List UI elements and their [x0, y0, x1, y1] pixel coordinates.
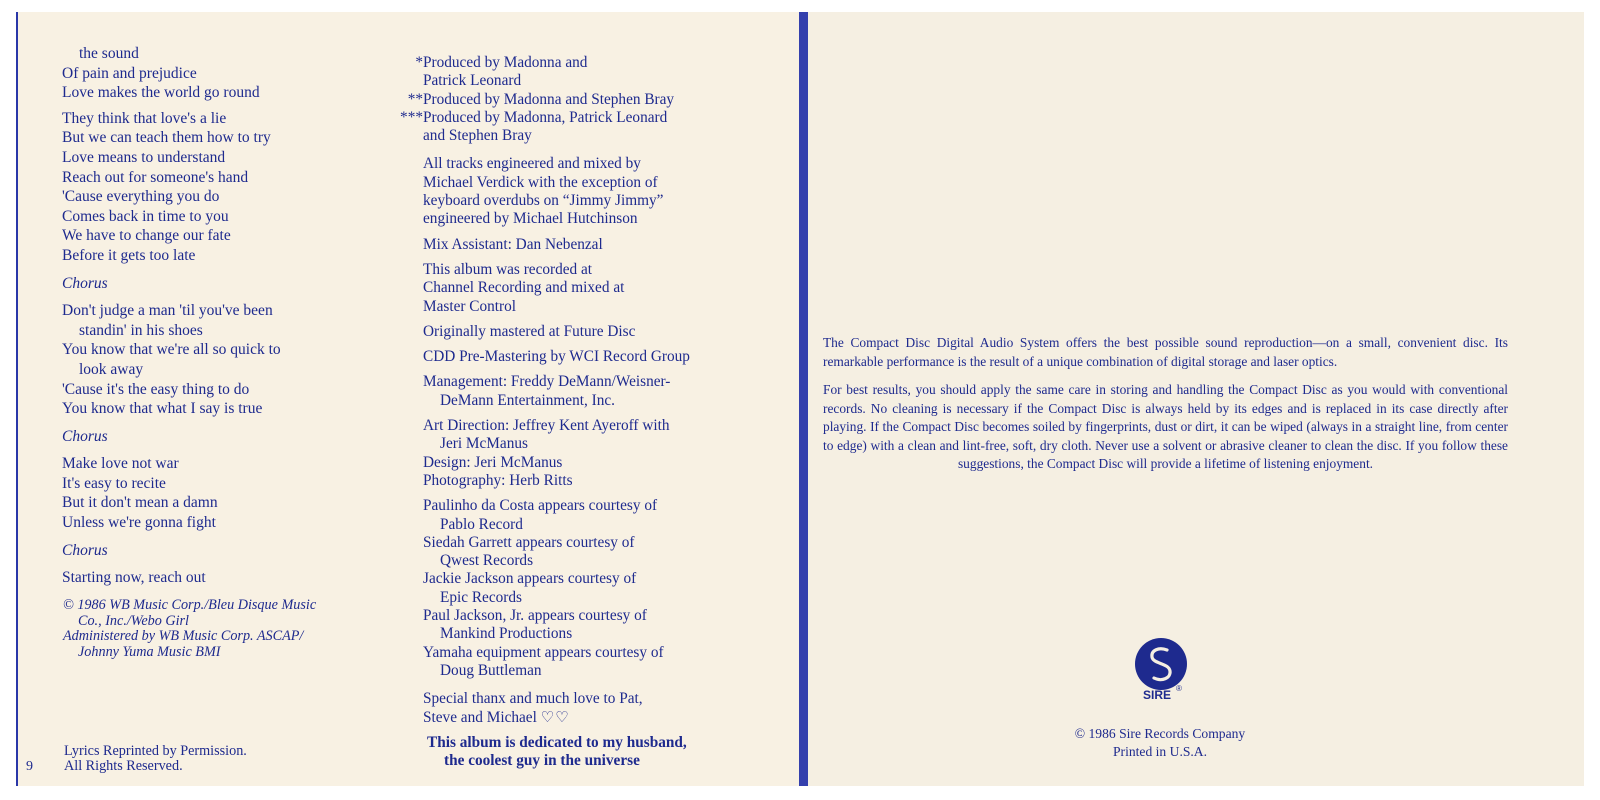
credit-line: Paul Jackson, Jr. appears courtesy of [423, 607, 647, 625]
lyric-line: Starting now, reach out [62, 569, 206, 587]
credit-line: Paulinho da Costa appears courtesy of [423, 497, 658, 515]
credit-line: Jeri McManus [440, 435, 528, 453]
lyric-line: Love means to understand [62, 148, 226, 166]
label-copyright [1040, 725, 1280, 760]
credit-line: DeMann Entertainment, Inc. [440, 391, 616, 409]
producer-stars: ** [407, 90, 423, 108]
copyright-line: Co., Inc./Webo Girl [78, 612, 189, 629]
lyric-line: Make love not war [62, 455, 179, 473]
credit-line: Art Direction: Jeffrey Kent Ayeroff with [423, 417, 670, 435]
credit-line: and Stephen Bray [423, 127, 532, 145]
lyric-line: But we can teach them how to try [62, 129, 271, 147]
booklet-spine [799, 12, 808, 786]
credit-line: Michael Verdick with the exception of [423, 173, 658, 191]
dedication-line: the coolest guy in the universe [444, 752, 640, 770]
credit-line: Management: Freddy DeMann/Weisner- [423, 373, 671, 391]
credit-line: CDD Pre-Mastering by WCI Record Group [423, 348, 690, 366]
credit-line: engineered by Michael Hutchinson [423, 210, 638, 228]
credit-line: Design: Jeri McManus [423, 453, 563, 471]
lyric-line: the sound [79, 45, 139, 62]
cd-info-paragraph: The Compact Disc Digital Audio System offers the best possible sound reproduction—on a small, convenient disc. Its remarkable performance is the result of a unique combination of digital storage and laser optics. [823, 335, 1508, 369]
credit-line: Siedah Garrett appears courtesy of [423, 533, 635, 551]
credits-column [400, 54, 780, 770]
dedication [400, 734, 780, 771]
lyric-line: Before it gets too late [62, 246, 196, 264]
credit-line: Originally mastered at Future Disc [423, 322, 636, 340]
song-copyright [63, 598, 393, 660]
lyric-line: But it don't mean a damn [62, 494, 218, 512]
lyric-line: You know that we're all so quick to [62, 341, 281, 359]
credit-line: Produced by Madonna and Stephen Bray [423, 90, 675, 108]
lyric-line: Reach out for someone's hand [62, 168, 249, 186]
reprint-line: Lyrics Reprinted by Permission. [64, 743, 247, 759]
credit-line: Doug Buttleman [440, 661, 542, 679]
credit-line: Pablo Record [440, 515, 523, 533]
credit-line: Steve and Michael [423, 708, 537, 726]
lyric-line: They think that love's a lie [62, 109, 227, 127]
credit-line: Epic Records [440, 588, 522, 606]
credit-line: Yamaha equipment appears courtesy of [423, 643, 664, 661]
credit-line: Mix Assistant: Dan Nebenzal [423, 235, 603, 253]
copyright-line: Johnny Yuma Music BMI [78, 643, 221, 660]
copyright-line: Administered by WB Music Corp. ASCAP/ [63, 628, 304, 645]
lyric-line: standin' in his shoes [79, 321, 203, 339]
credit-line: Produced by Madonna, Patrick Leonard [423, 108, 668, 126]
credit-line: Special thanx and much love to Pat, [423, 690, 643, 708]
lyric-line: You know that what I say is true [62, 400, 263, 418]
chorus-label: Chorus [62, 427, 108, 445]
label-copyright-line: © 1986 Sire Records Company [1074, 726, 1246, 741]
lyric-line: We have to change our fate [62, 227, 231, 245]
credit-line: All tracks engineered and mixed by [423, 155, 641, 173]
chorus-label: Chorus [62, 541, 108, 559]
cd-info-paragraph: For best results, you should apply the same care in storing and handling the Compact Disc as you would with conventional records. No cleaning is necessary if the Compact Disc is always held by its edges and is replaced in its case directly after playing. If the Compact Disc becomes soiled by fingerprints, dust or dirt, it can be wiped (always in a straight line, from center to edge) with a clean and lint-free, soft, dry cloth. Never use a solvent or abrasive cleaner to clean the disc. If you follow these suggestions, the Compact Disc will provide a lifetime of listening enjoyment. [823, 382, 1508, 471]
credit-line: Produced by Madonna and [423, 54, 588, 71]
lyric-line: 'Cause everything you do [62, 188, 220, 206]
compact-disc-info [823, 334, 1508, 484]
sire-logo-icon [1135, 638, 1187, 690]
credit-line: keyboard overdubs on “Jimmy Jimmy” [423, 192, 664, 210]
producer-stars: * [415, 54, 423, 71]
dedication-line: This album is dedicated to my husband, [427, 733, 687, 751]
credit-line: Photography: Herb Ritts [423, 471, 573, 489]
lyric-line: Of pain and prejudice [62, 64, 197, 82]
lyric-line: Love makes the world go round [62, 84, 260, 102]
lyric-line: 'Cause it's the easy thing to do [62, 380, 250, 398]
sire-logo-text: SIRE [1143, 688, 1172, 702]
reprint-line: All Rights Reserved. [64, 758, 183, 775]
printed-in: Printed in U.S.A. [1112, 743, 1208, 759]
lyric-line: It's easy to recite [62, 474, 166, 492]
lyric-line: Comes back in time to you [62, 207, 229, 225]
lyrics-column [62, 44, 392, 588]
credit-line: Qwest Records [440, 552, 534, 570]
credit-line: Master Control [423, 297, 517, 315]
credit-line: Mankind Productions [440, 625, 573, 643]
credit-line: Patrick Leonard [423, 72, 522, 90]
registered-mark: ® [1176, 684, 1182, 693]
hearts-icon: ♡♡ [540, 709, 570, 726]
producer-stars: *** [400, 108, 423, 126]
page-number: 9 [26, 759, 33, 774]
reprint-notice [64, 744, 247, 775]
credit-line: Jackie Jackson appears courtesy of [423, 570, 637, 588]
copyright-line: © 1986 WB Music Corp./Bleu Disque Music [63, 597, 317, 613]
lyric-line: look away [79, 360, 144, 378]
chorus-label: Chorus [62, 274, 108, 292]
credit-line: Channel Recording and mixed at [423, 279, 625, 297]
credit-line: This album was recorded at [423, 260, 593, 278]
lyric-line: Don't judge a man 'til you've been [62, 302, 273, 320]
lyric-line: Unless we're gonna fight [62, 514, 216, 532]
